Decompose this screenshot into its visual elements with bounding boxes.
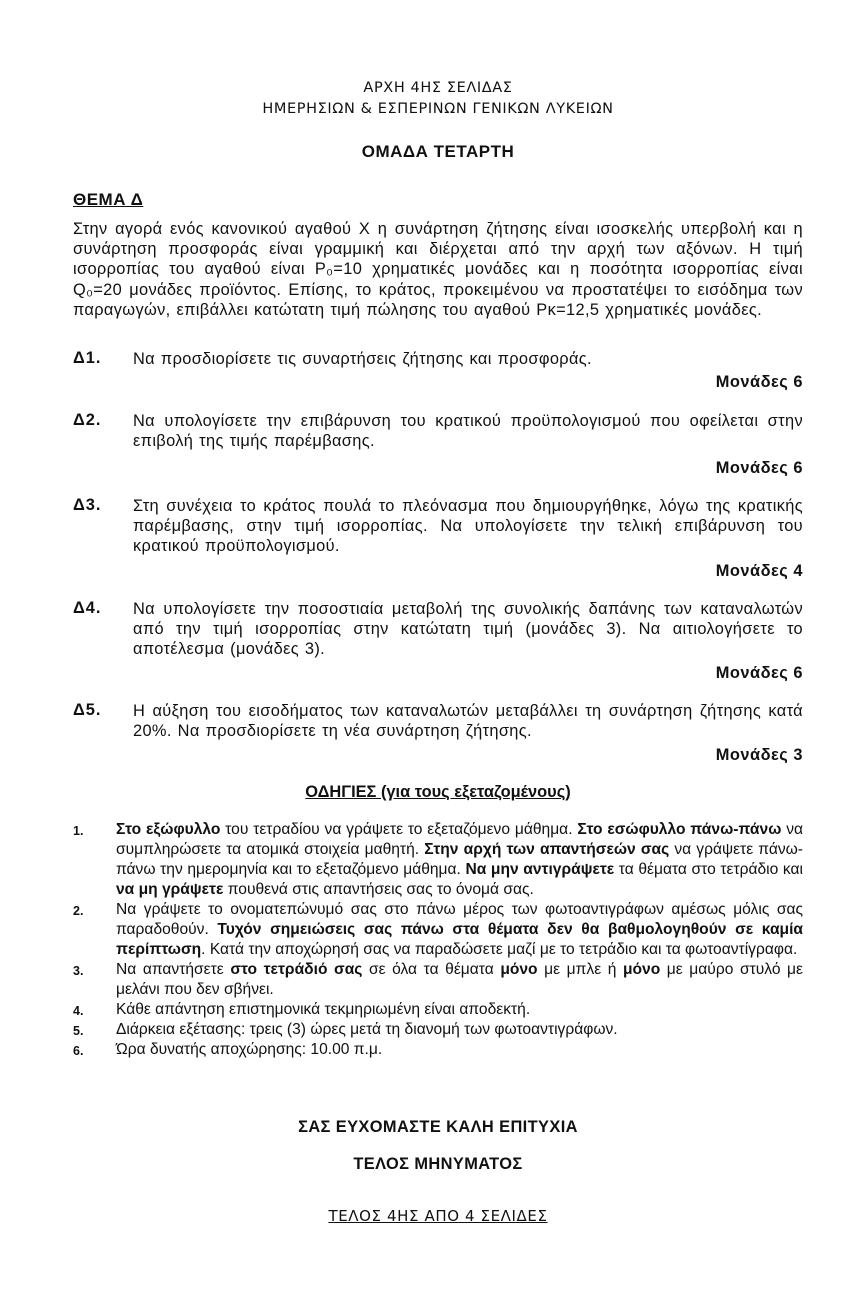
instructions-title: ΟΔΗΓΙΕΣ (για τους εξεταζομένους) <box>305 783 571 801</box>
instruction-number: 5. <box>73 1024 84 1038</box>
instruction-item <box>73 1040 803 1060</box>
question-text: Να υπολογίσετε την επιβάρυνση του κρατικού προϋπολογισμού που οφείλεται στην επιβολή της τιμής παρέμβασης. <box>133 412 803 451</box>
instructions-list <box>73 820 803 1060</box>
page-header-schools: ΗΜΕΡΗΣΙΩΝ & ΕΣΠΕΡΙΝΩΝ ΓΕΝΙΚΩΝ ΛΥΚΕΙΩΝ <box>262 101 614 117</box>
instruction-item <box>73 1020 803 1040</box>
question-points: Μονάδες 6 <box>715 373 803 391</box>
instruction-item <box>73 900 803 960</box>
instruction-text: σε όλα τα θέματα <box>362 961 501 978</box>
theme-title: ΘΕΜΑ Δ <box>73 190 144 209</box>
instruction-item <box>73 1000 803 1020</box>
instruction-emphasis: μόνο <box>622 961 661 978</box>
instruction-emphasis: Τυχόν σημειώσεις σας πάνω στα θέματα δεν θα βαθμολογηθούν σε καμία περίπτωση <box>116 921 803 958</box>
end-of-message: ΤΕΛΟΣ ΜΗΝΥΜΑΤΟΣ <box>353 1155 523 1173</box>
instruction-text: να συμπληρώσετε τα ατομικά στοιχεία μαθητή. <box>116 821 804 858</box>
instruction-emphasis: Στο εξώφυλλο <box>116 821 221 838</box>
instruction-item <box>73 960 803 1000</box>
question-points: Μονάδες 4 <box>715 562 803 580</box>
instruction-text: με μαύρο στυλό με μελάνι που δεν σβήνει. <box>116 961 803 998</box>
instruction-number: 4. <box>73 1004 84 1018</box>
instruction-text: Ώρα δυνατής αποχώρησης: 10.00 π.μ. <box>116 1041 383 1058</box>
instruction-text: Να γράψετε το ονοματεπώνυμό σας στο πάνω μέρος των φωτοαντιγράφων αμέσως μόλις σας παραδοθούν. <box>116 901 803 938</box>
question-text: Να υπολογίσετε την ποσοστιαία μεταβολή της συνολικής δαπάνης των καταναλωτών από την τιμή ισορροπίας στην κατώτατη τιμή (μονάδες 3). Να αιτιολογήσετε το αποτέλεσμα (μονάδες 3). <box>133 600 803 659</box>
instruction-text: με μπλε ή <box>537 961 623 978</box>
instruction-text: τα θέματα στο τετράδιο και <box>614 861 803 878</box>
instruction-text: του τετραδίου να γράψετε το εξεταζόμενο μάθημα. <box>220 821 578 838</box>
page-footer: ΤΕΛΟΣ 4ΗΣ ΑΠΟ 4 ΣΕΛΙΔΕΣ <box>328 1207 548 1225</box>
instruction-text: πουθενά στις απαντήσεις σας το όνομά σας. <box>223 881 534 898</box>
instruction-item <box>73 820 803 900</box>
instruction-text: Διάρκεια εξέτασης: τρεις (3) ώρες μετά τη διανομή των φωτοαντιγράφων. <box>116 1021 618 1038</box>
question-label: Δ1. <box>73 349 102 367</box>
group-title: ΟΜΑΔΑ ΤΕΤΑΡΤΗ <box>361 142 515 161</box>
instruction-emphasis: Να μην αντιγράψετε <box>465 861 615 878</box>
instruction-text: . Κατά την αποχώρησή σας να παραδώσετε μαζί με το τετράδιο και τα φωτοαντίγραφα. <box>201 941 798 958</box>
instruction-emphasis: μόνο <box>500 961 538 978</box>
page-header-start: ΑΡΧΗ 4ΗΣ ΣΕΛΙΔΑΣ <box>363 80 513 96</box>
instruction-text: Κάθε απάντηση επιστημονικά τεκμηριωμένη είναι αποδεκτή. <box>116 1001 531 1018</box>
question-points: Μονάδες 6 <box>715 459 803 477</box>
instruction-emphasis: στο τετράδιό σας <box>230 961 363 978</box>
theme-intro-paragraph: Στην αγορά ενός κανονικού αγαθού Χ η συνάρτηση ζήτησης είναι ισοσκελής υπερβολή και η συνάρτηση προσφοράς είναι γραμμική και διέρχεται από την αρχή των αξόνων. Η τιμή ισορροπίας του αγαθού είναι P₀=10 χρηματικές μονάδες και η ποσότητα ισορροπίας είναι Q₀=20 μονάδες προϊόντος. Επίσης, το κράτος, προκειμένου να προστατέψει το εισόδημα των παραγωγών, επιβάλλει κατώτατη τιμή πώλησης του αγαθού Pκ=12,5 χρηματικές μονάδες. <box>73 220 803 319</box>
exam-page <box>73 0 803 1297</box>
instruction-number: 1. <box>73 824 84 838</box>
closing-wish: ΣΑΣ ΕΥΧΟΜΑΣΤΕ ΚΑΛΗ ΕΠΙΤΥΧΙΑ <box>298 1118 578 1136</box>
question-text: Η αύξηση του εισοδήματος των καταναλωτών μεταβάλλει τη συνάρτηση ζήτησης κατά 20%. Να προσδιορίσετε τη νέα συνάρτηση ζήτησης. <box>133 702 803 741</box>
question-points: Μονάδες 6 <box>715 664 803 682</box>
question-label: Δ2. <box>73 411 102 429</box>
instruction-text: Να απαντήσετε <box>116 961 231 978</box>
question-label: Δ5. <box>73 701 102 719</box>
instruction-emphasis: να μη γράψετε <box>116 881 224 898</box>
instruction-emphasis: Στο εσώφυλλο πάνω-πάνω <box>577 821 782 838</box>
instruction-number: 6. <box>73 1044 84 1058</box>
question-text: Να προσδιορίσετε τις συναρτήσεις ζήτησης και προσφοράς. <box>133 350 592 368</box>
question-text: Στη συνέχεια το κράτος πουλά το πλεόνασμα που δημιουργήθηκε, λόγω της κρατικής παρέμβασης, στην τιμή ισορροπίας. Να υπολογίσετε την τελική επιβάρυνση του κρατικού προϋπολογισμού. <box>133 497 803 556</box>
question-label: Δ4. <box>73 599 102 617</box>
instruction-emphasis: Στην αρχή των απαντήσεών σας <box>424 841 670 858</box>
instruction-number: 3. <box>73 964 84 978</box>
instruction-text: να γράψετε πάνω-πάνω την ημερομηνία και το εξεταζόμενο μάθημα. <box>116 841 803 878</box>
instruction-number: 2. <box>73 904 84 918</box>
question-points: Μονάδες 3 <box>715 746 803 764</box>
question-label: Δ3. <box>73 496 102 514</box>
